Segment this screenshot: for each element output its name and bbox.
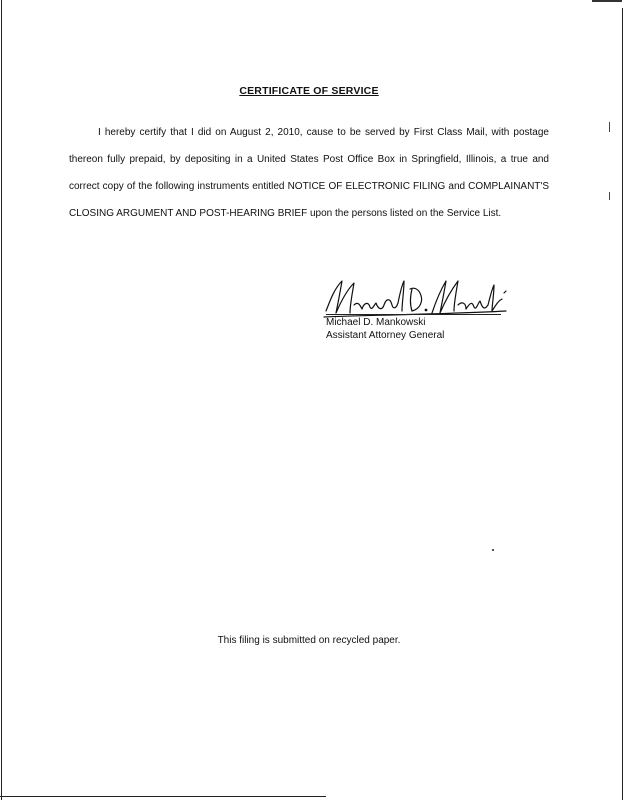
scan-tick: [609, 192, 610, 200]
signer-title: Assistant Attorney General: [326, 330, 445, 341]
scan-tick: [609, 122, 610, 132]
scan-mark-top: [592, 0, 622, 2]
scan-edge-bottom: [0, 796, 326, 797]
scan-speck: [492, 549, 494, 551]
page-title: CERTIFICATE OF SERVICE: [239, 85, 379, 97]
signature-line: [326, 314, 501, 315]
certification-paragraph: I hereby certify that I did on August 2, 2010, cause to be served by First Class Mail, with postage thereon fully prepaid, by depositing in a United States Post Office Box in Springfield, Illinois, a true and correct copy of the following instruments entitled NOTICE OF ELECTRONIC FILING and COMPLAINANT'S CLOSING ARGUMENT AND POST-HEARING BRIEF upon the persons listed on the Service List.: [69, 127, 549, 219]
signer-name: Michael D. Mankowski: [326, 317, 426, 328]
scan-edge-right: [622, 8, 623, 800]
scan-edge-left: [1, 0, 2, 800]
recycled-paper-note: This filing is submitted on recycled paper.: [217, 635, 401, 646]
